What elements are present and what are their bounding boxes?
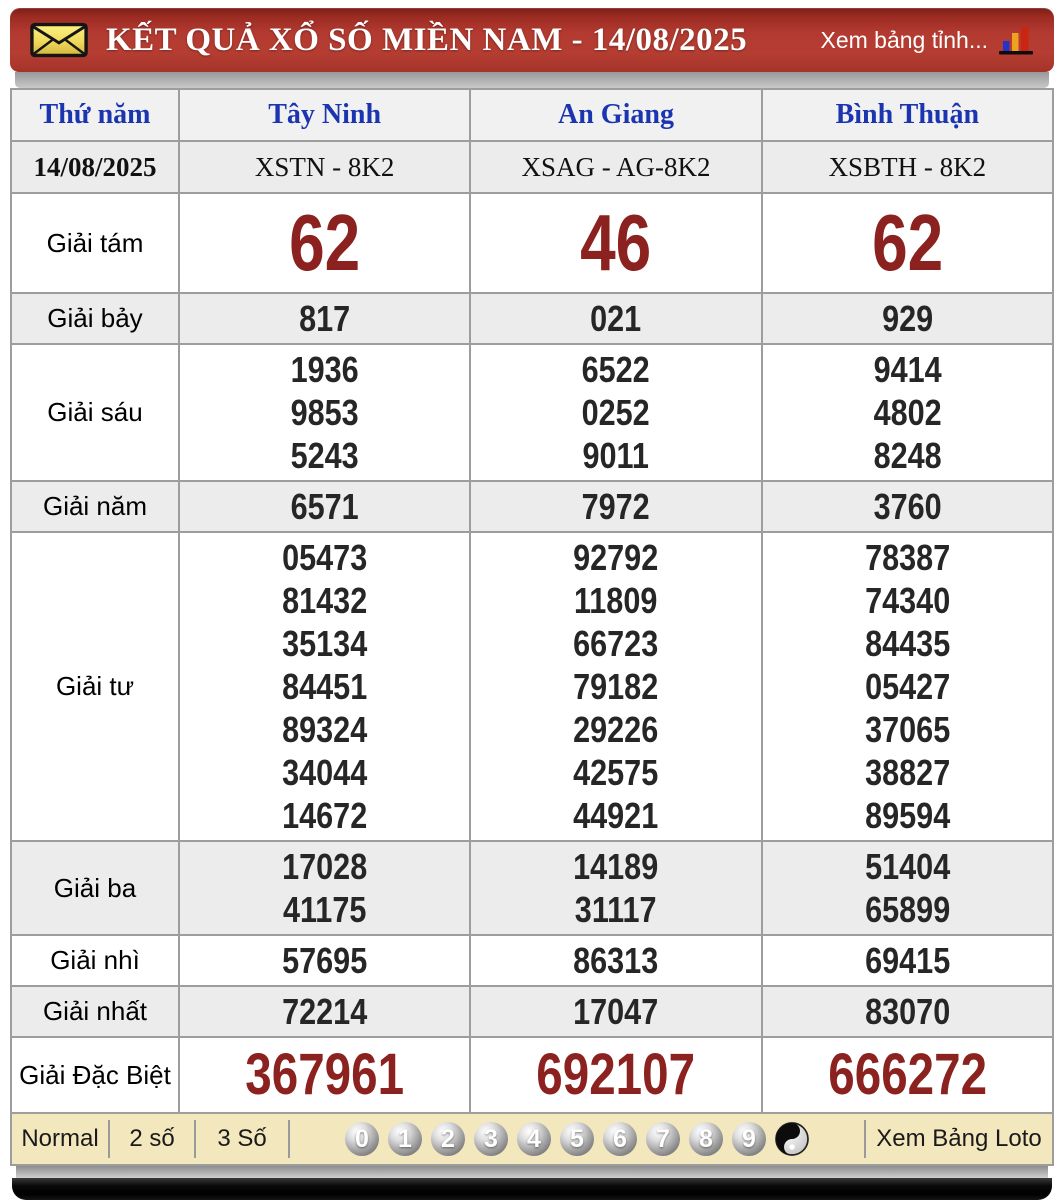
- prize-number: 51404: [864, 846, 950, 887]
- prize-number: 6571: [290, 486, 359, 527]
- prize-cell: [179, 344, 470, 481]
- prize-cell: [470, 293, 761, 344]
- prize-row-tam: [11, 193, 1053, 293]
- prize-label-nam: Giải năm: [11, 481, 179, 532]
- prize-number: 6522: [581, 349, 651, 390]
- prize-cell: [762, 986, 1053, 1037]
- prize-number: 14672: [282, 795, 368, 836]
- footer-shadow-strip: [16, 1166, 1048, 1178]
- prize-cell: [762, 293, 1053, 344]
- prize-number: 84451: [282, 666, 368, 707]
- province-table-link[interactable]: Xem bảng tỉnh...: [820, 26, 988, 53]
- prize-number: 37065: [864, 709, 950, 750]
- prize-number: 929: [881, 298, 933, 339]
- prize-number: 17028: [282, 846, 368, 887]
- prize-number: 72214: [282, 991, 368, 1032]
- prize-number: 1936: [290, 349, 359, 390]
- prize-number: 89594: [864, 795, 950, 836]
- prize-cell: [179, 841, 470, 935]
- prize-cell: [470, 935, 761, 986]
- draw-date: 14/08/2025: [11, 141, 179, 193]
- prize-cell: [179, 986, 470, 1037]
- prize-number: 0252: [581, 392, 651, 433]
- prize-number: 74340: [864, 580, 950, 621]
- bottom-frame-bar: [12, 1178, 1052, 1200]
- footer-toolbar: [10, 1114, 1054, 1166]
- province-link-tay-ninh[interactable]: Tây Ninh: [179, 89, 470, 141]
- yin-yang-icon[interactable]: [775, 1122, 809, 1156]
- prize-row-nam: [11, 481, 1053, 532]
- prize-cell: [470, 841, 761, 935]
- prize-number: 11809: [574, 580, 658, 621]
- prize-cell: [762, 532, 1053, 841]
- prize-number: 78387: [864, 537, 950, 578]
- draw-code: XSBTH - 8K2: [762, 141, 1053, 193]
- header-shadow-strip: [15, 72, 1049, 88]
- digit-ball-0[interactable]: 0: [345, 1122, 379, 1156]
- prize-number: 57695: [282, 940, 368, 981]
- prize-row-ba: [11, 841, 1053, 935]
- prize-cell: [762, 841, 1053, 935]
- prize-number: 021: [590, 298, 642, 339]
- prize-number: 4802: [873, 392, 942, 433]
- digit-ball-5[interactable]: 5: [560, 1122, 594, 1156]
- prize-label-nhat: Giải nhất: [11, 986, 179, 1037]
- prize-cell: [762, 481, 1053, 532]
- prize-number: 42575: [573, 752, 659, 793]
- draw-code: XSTN - 8K2: [179, 141, 470, 193]
- prize-number: 31117: [575, 889, 657, 930]
- prize-number: 41175: [282, 889, 367, 930]
- prize-label-ba: Giải ba: [11, 841, 179, 935]
- prize-number: 9414: [873, 349, 942, 390]
- prize-number: 35134: [282, 623, 368, 664]
- prize-number: 9011: [582, 435, 650, 476]
- prize-row-bay: [11, 293, 1053, 344]
- prize-number: 83070: [864, 991, 950, 1032]
- prize-row-nhi: [11, 935, 1053, 986]
- prize-number: 92792: [573, 537, 659, 578]
- prize-number: 69415: [864, 940, 950, 981]
- prize-number: 3760: [873, 486, 942, 527]
- prize-label-tam: Giải tám: [11, 193, 179, 293]
- prize-cell: [470, 1037, 761, 1113]
- prize-number: 817: [299, 298, 351, 339]
- prize-cell: [470, 193, 761, 293]
- prize-number: 7972: [581, 486, 651, 527]
- prize-number: 86313: [573, 940, 659, 981]
- prize-label-sau: Giải sáu: [11, 344, 179, 481]
- prize-number: 79182: [573, 666, 659, 707]
- prize-number: 9853: [290, 392, 359, 433]
- results-table: [10, 88, 1054, 1114]
- weekday-link[interactable]: Thứ năm: [11, 89, 179, 141]
- prize-number: 05473: [282, 537, 368, 578]
- lottery-results-page: [10, 8, 1054, 1200]
- prize-number: 692107: [536, 1042, 696, 1107]
- prize-cell: [470, 986, 761, 1037]
- province-link-binh-thuan[interactable]: Bình Thuận: [762, 89, 1053, 141]
- digit-ball-8[interactable]: 8: [689, 1122, 723, 1156]
- prize-number: 44921: [573, 795, 659, 836]
- page-title: KẾT QUẢ XỔ SỐ MIỀN NAM - 14/08/2025: [106, 21, 748, 58]
- digit-ball-6[interactable]: 6: [603, 1122, 637, 1156]
- prize-row-tu: [11, 532, 1053, 841]
- prize-number: 81432: [282, 580, 368, 621]
- prize-row-nhat: [11, 986, 1053, 1037]
- digit-ball-9[interactable]: 9: [732, 1122, 766, 1156]
- prize-number: 46: [580, 198, 652, 287]
- prize-number: 5243: [290, 435, 359, 476]
- table-header-row: [11, 89, 1053, 141]
- prize-cell: [179, 293, 470, 344]
- prize-cell: [179, 935, 470, 986]
- prize-number: 17047: [573, 991, 659, 1032]
- draw-info-row: [11, 141, 1053, 193]
- prize-number: 62: [289, 198, 361, 287]
- title-bar: [10, 8, 1054, 72]
- prize-number: 367961: [245, 1042, 405, 1107]
- prize-number: 05427: [864, 666, 950, 707]
- prize-cell: [470, 344, 761, 481]
- prize-row-dacbiet: [11, 1037, 1053, 1113]
- prize-cell: [179, 532, 470, 841]
- prize-cell: [179, 1037, 470, 1113]
- loto-table-link[interactable]: Xem Bảng Loto: [876, 1125, 1042, 1152]
- digit-ball-strip: [290, 1122, 864, 1156]
- province-link-an-giang[interactable]: An Giang: [470, 89, 761, 141]
- prize-number: 62: [871, 198, 943, 287]
- prize-cell: [762, 1037, 1053, 1113]
- prize-label-tu: Giải tư: [11, 532, 179, 841]
- prize-cell: [179, 481, 470, 532]
- prize-cell: [762, 935, 1053, 986]
- digit-ball-1[interactable]: 1: [388, 1122, 422, 1156]
- prize-cell: [470, 481, 761, 532]
- prize-cell: [762, 193, 1053, 293]
- bar-chart-icon[interactable]: [998, 25, 1034, 55]
- envelope-icon: [30, 22, 88, 58]
- prize-number: 66723: [573, 623, 659, 664]
- prize-number: 29226: [573, 709, 659, 750]
- prize-number: 34044: [282, 752, 368, 793]
- digit-ball-4[interactable]: 4: [517, 1122, 551, 1156]
- prize-number: 84435: [864, 623, 950, 664]
- prize-label-nhi: Giải nhì: [11, 935, 179, 986]
- draw-code: XSAG - AG-8K2: [470, 141, 761, 193]
- prize-number: 65899: [864, 889, 950, 930]
- prize-row-sau: [11, 344, 1053, 481]
- prize-cell: [470, 532, 761, 841]
- mode-normal-button[interactable]: Normal: [21, 1125, 99, 1152]
- digit-ball-7[interactable]: 7: [646, 1122, 680, 1156]
- prize-label-dacbiet: Giải Đặc Biệt: [11, 1037, 179, 1113]
- prize-number: 666272: [827, 1042, 987, 1107]
- prize-number: 8248: [873, 435, 942, 476]
- prize-cell: [762, 344, 1053, 481]
- mode-3-digit-button[interactable]: 3 Số: [217, 1125, 267, 1152]
- prize-cell: [179, 193, 470, 293]
- prize-label-bay: Giải bảy: [11, 293, 179, 344]
- digit-ball-2[interactable]: 2: [431, 1122, 465, 1156]
- prize-number: 89324: [282, 709, 368, 750]
- digit-ball-3[interactable]: 3: [474, 1122, 508, 1156]
- prize-number: 38827: [864, 752, 950, 793]
- mode-2-digit-button[interactable]: 2 số: [129, 1125, 175, 1152]
- prize-number: 14189: [573, 846, 659, 887]
